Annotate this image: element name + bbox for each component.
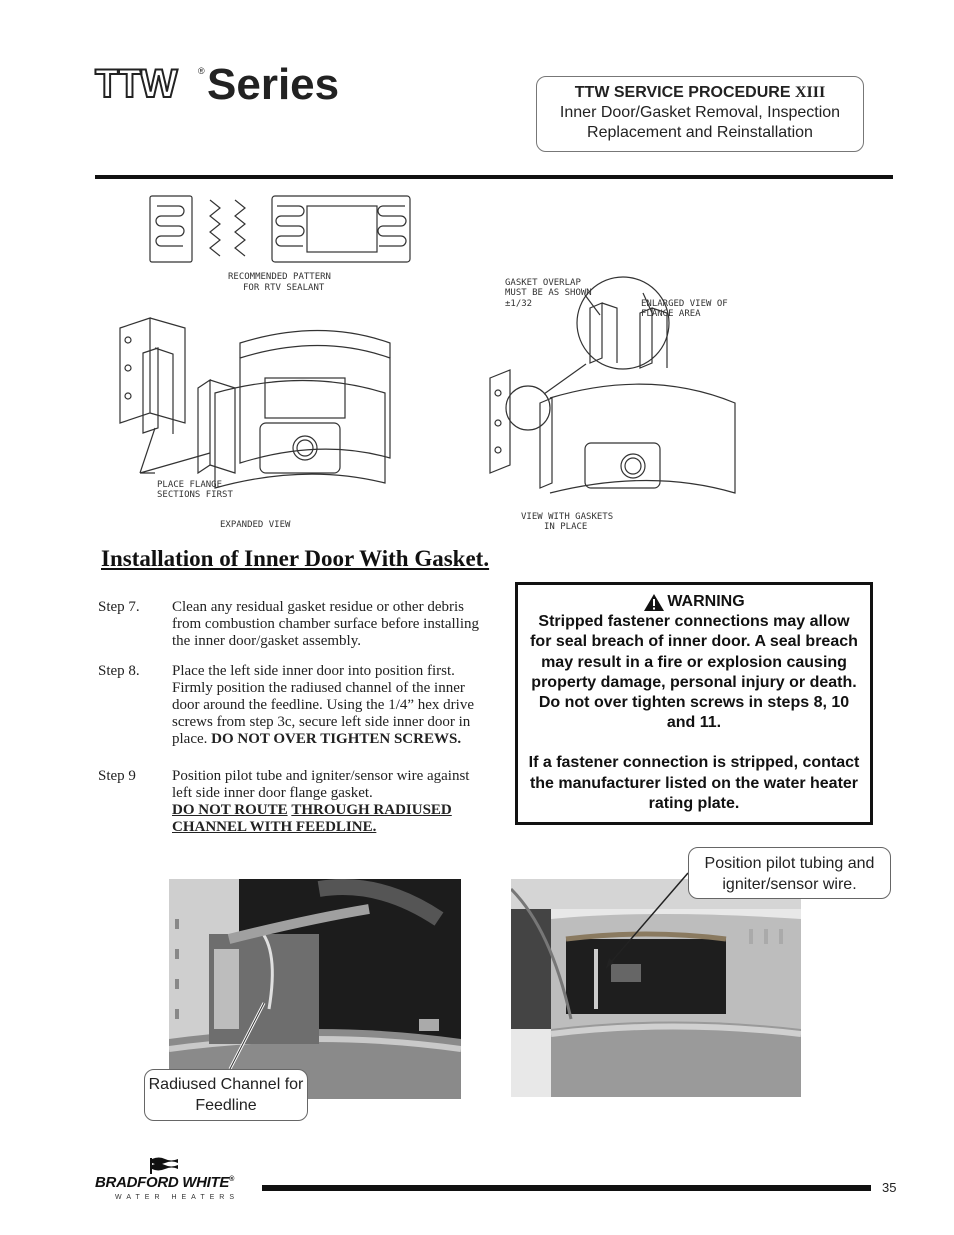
step-number: Step 9 — [98, 768, 136, 784]
procedure-number: XIII — [794, 84, 826, 101]
warning-title: WARNING — [667, 593, 745, 610]
label-place-line-1: PLACE FLANGE — [157, 480, 223, 490]
brand-name: BRADFORD WHITE® — [95, 1174, 234, 1191]
label-overlap-line-1: GASKET OVERLAP — [505, 278, 581, 288]
warning-paragraph-1: Stripped fastener connections may allow for seal breach of inner door. A seal breach may result in a fire or explosion causing property damage, personal injury or death. Do not over tighten screws in steps 8, 10 and 11. — [530, 613, 858, 732]
procedure-title: TTW SERVICE PROCEDURE — [574, 84, 791, 101]
procedure-line-2: Replacement and Reinstallation — [587, 124, 813, 141]
brand-subtitle: WATER HEATERS — [115, 1194, 239, 1201]
label-view-line-2: IN PLACE — [544, 522, 588, 532]
step-text: Position pilot tube and igniter/sensor wire against left side inner door flange gasket. — [172, 768, 470, 801]
step-number: Step 8. — [98, 663, 140, 679]
procedure-line-1: Inner Door/Gasket Removal, Inspection — [559, 104, 841, 121]
warning-paragraph-2: If a fastener connection is stripped, contact the manufacturer listed on the water heater rating plate. — [528, 754, 860, 812]
callout-radiused-channel: Radiused Channel for Feedline — [144, 1069, 308, 1121]
label-pattern-line-1: RECOMMENDED PATTERN — [228, 272, 331, 282]
label-expanded-view: EXPANDED VIEW — [220, 520, 291, 530]
logo-series-text: Series — [207, 60, 340, 109]
step-number: Step 7. — [98, 599, 140, 615]
bradford-white-logo — [95, 1156, 265, 1206]
label-place-line-2: SECTIONS FIRST — [157, 490, 233, 500]
label-enlarged-line-1: ENLARGED VIEW OF — [641, 299, 728, 309]
logo-registered-mark: ® — [198, 66, 205, 76]
step-text: Clean any residual gasket residue or other debris from combustion chamber surface before installing the inner door/gasket assembly. — [172, 599, 479, 649]
step-emphasis-1: DO NOT ROUTE — [172, 802, 288, 818]
step-emphasis: DO NOT OVER TIGHTEN SCREWS. — [211, 731, 462, 747]
step-text: Place the left side inner door into position first. Firmly position the radiused channel of the inner door around the feedline. Using the 1/4” hex drive screws from step 3c, secure left side inner door in place. — [172, 663, 474, 747]
section-heading: Installation of Inner Door With Gasket. — [101, 546, 490, 571]
label-overlap-line-2: MUST BE AS SHOWN — [505, 288, 592, 298]
flag-icon — [147, 1156, 181, 1176]
label-pattern-line-2: FOR RTV SEALANT — [243, 283, 325, 293]
page-number: 35 — [882, 1180, 897, 1195]
label-enlarged-line-2: FLANGE AREA — [641, 309, 701, 319]
callout-pilot-tubing: Position pilot tubing and igniter/sensor wire. — [688, 847, 891, 899]
label-overlap-line-3: ±1/32 — [505, 299, 533, 309]
label-view-line-1: VIEW WITH GASKETS — [521, 512, 614, 522]
logo-mark: TTW — [95, 62, 176, 106]
footer-rule — [262, 1185, 871, 1191]
step-emphasis-2: THROUGH RADIUSED CHANNEL WITH FEEDLINE. — [172, 802, 452, 835]
